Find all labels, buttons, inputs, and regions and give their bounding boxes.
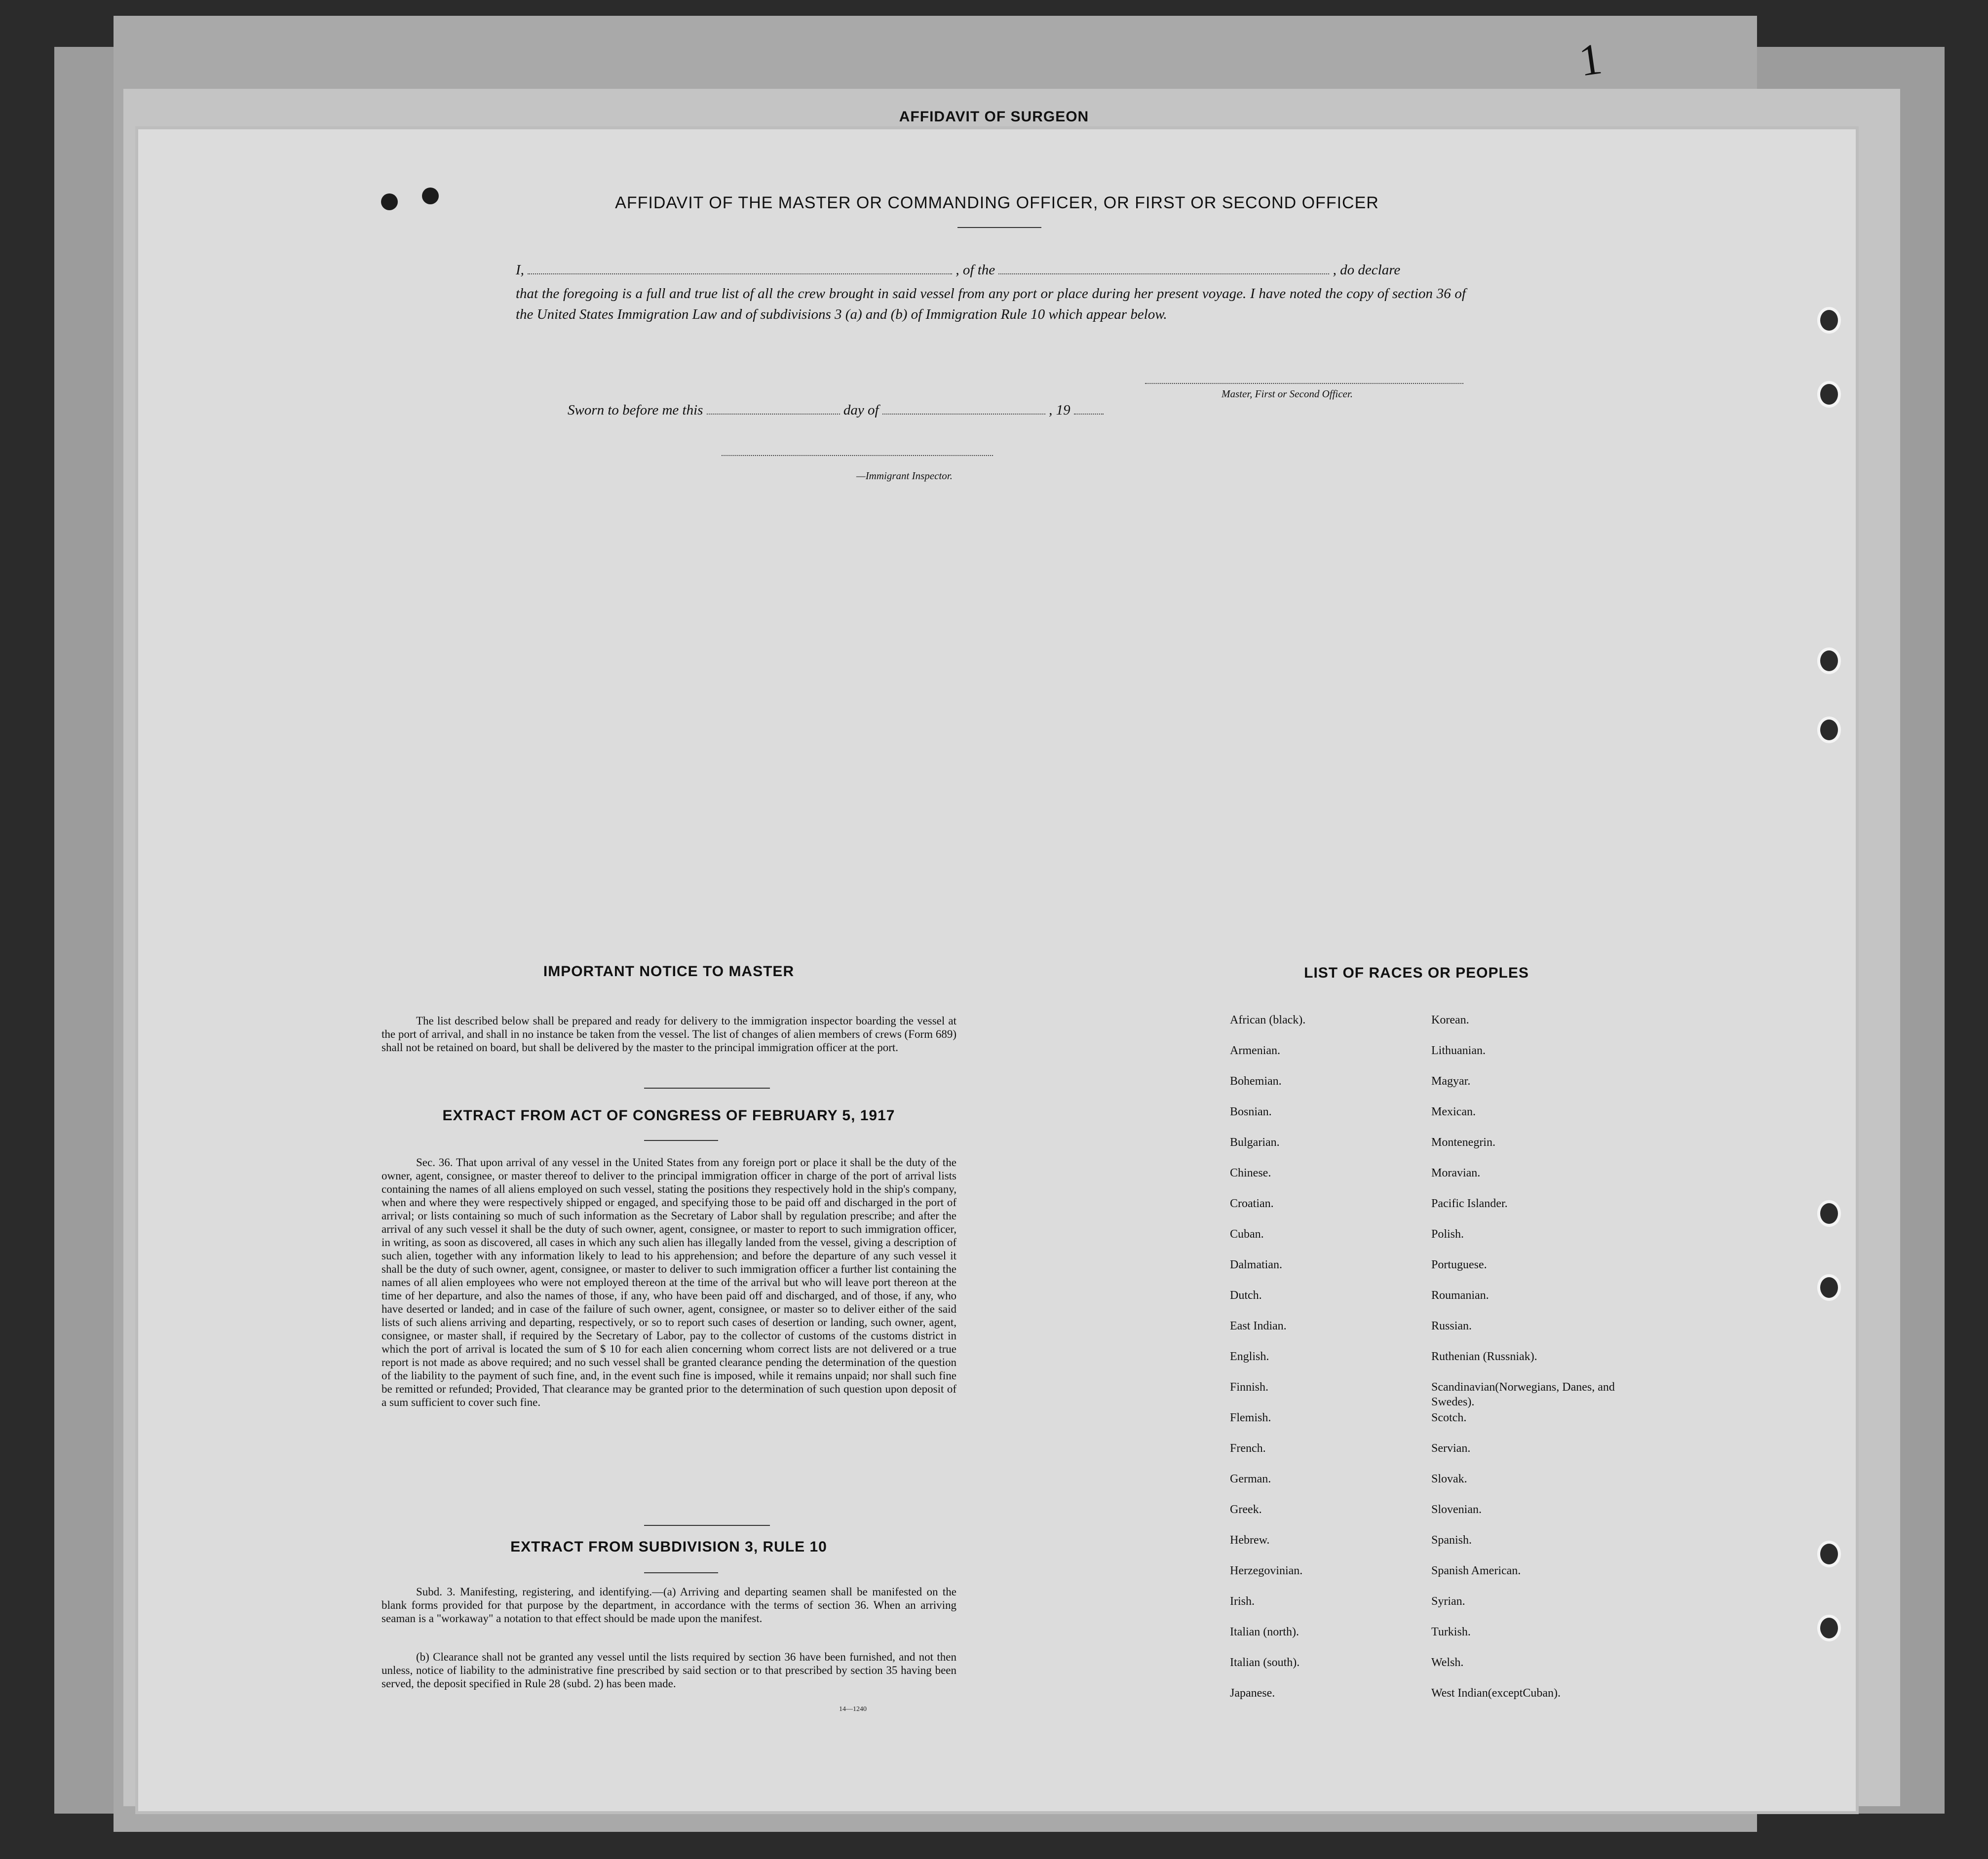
- race-item: Hebrew.: [1230, 1534, 1270, 1547]
- punch-hole: [1817, 1200, 1841, 1227]
- corner-mark: 1: [1576, 34, 1605, 86]
- race-item: Armenian.: [1230, 1044, 1280, 1057]
- punch-hole: [1817, 381, 1841, 408]
- divider: [644, 1572, 718, 1573]
- affidavit-i: I,: [516, 262, 524, 278]
- race-item: Lithuanian.: [1431, 1044, 1486, 1057]
- affidavit-title: AFFIDAVIT OF THE MASTER OR COMMANDING OFFICER, OR FIRST OR SECOND OFFICER: [615, 193, 1379, 212]
- race-item: Pacific Islander.: [1431, 1197, 1508, 1210]
- affidavit-body: that the foregoing is a full and true list of all the crew brought in said vessel from any port or place during her present voyage. I have noted the copy of section 36 of the United States Immigration Law and of subdivisions 3 (a) and (b) of Immigration Rule 10 which appear below.: [516, 286, 1466, 322]
- race-item: Spanish.: [1431, 1534, 1472, 1547]
- race-item: Bulgarian.: [1230, 1136, 1280, 1149]
- inspector-signature-line[interactable]: [722, 455, 993, 456]
- race-item: Dalmatian.: [1230, 1258, 1282, 1271]
- race-item: Slovenian.: [1431, 1503, 1482, 1516]
- affidavit-line-1: [516, 262, 1463, 278]
- affidavit-do-declare: , do declare: [1333, 262, 1401, 278]
- year-prefix: , 19: [1049, 402, 1070, 418]
- affidavit-of-the: , of the: [956, 262, 995, 278]
- race-item: Slovak.: [1431, 1473, 1467, 1485]
- punch-hole: [1817, 647, 1841, 674]
- races-column-2: [1431, 1013, 1648, 1716]
- race-item: Welsh.: [1431, 1656, 1464, 1669]
- race-item: Japanese.: [1230, 1687, 1275, 1700]
- notice-title: IMPORTANT NOTICE TO MASTER: [543, 963, 795, 980]
- notice-text: The list described below shall be prepared and ready for delivery to the immigration inspector boarding the vessel at the port of arrival, and shall in no instance be taken from the vessel. The list of changes of alien members of crews (Form 689) shall not be retained on board, but shall be delivered by the master to the principal immigration officer at the port.: [382, 1015, 956, 1054]
- race-item: Dutch.: [1230, 1289, 1262, 1302]
- race-item: Russian.: [1431, 1320, 1472, 1332]
- race-item: Irish.: [1230, 1595, 1255, 1608]
- day-of-text: day of: [843, 402, 879, 418]
- race-item: German.: [1230, 1473, 1271, 1485]
- form-number: 14—1240: [839, 1706, 867, 1713]
- race-item: Italian (north).: [1230, 1626, 1299, 1638]
- punch-hole: [1817, 1274, 1841, 1301]
- race-item: East Indian.: [1230, 1320, 1287, 1332]
- rule-title: EXTRACT FROM SUBDIVISION 3, RULE 10: [510, 1539, 827, 1555]
- divider: [644, 1140, 718, 1141]
- race-item: Moravian.: [1431, 1167, 1481, 1179]
- race-item: Portuguese.: [1431, 1258, 1487, 1271]
- race-item: Herzegovinian.: [1230, 1564, 1303, 1577]
- divider: [644, 1525, 770, 1526]
- race-item: Bohemian.: [1230, 1075, 1282, 1088]
- race-item: Cuban.: [1230, 1228, 1264, 1241]
- race-item: Scandinavian(Norwegians, Danes, and Swedes).: [1431, 1381, 1615, 1408]
- race-item: Montenegrin.: [1431, 1136, 1495, 1149]
- punch-hole: [1817, 307, 1841, 334]
- punch-hole: [1817, 1541, 1841, 1567]
- race-item: Flemish.: [1230, 1411, 1271, 1424]
- name-field[interactable]: [528, 262, 952, 274]
- divider: [644, 1088, 770, 1089]
- signature-line[interactable]: [1145, 383, 1463, 384]
- race-item: Roumanian.: [1431, 1289, 1489, 1302]
- top-header: AFFIDAVIT OF SURGEON: [899, 109, 1089, 125]
- month-field[interactable]: [882, 402, 1045, 415]
- race-item: Polish.: [1431, 1228, 1464, 1241]
- race-item: English.: [1230, 1350, 1269, 1363]
- race-item: African (black).: [1230, 1014, 1306, 1026]
- race-item: Greek.: [1230, 1503, 1262, 1516]
- race-item: Croatian.: [1230, 1197, 1274, 1210]
- inspector-label: —Immigrant Inspector.: [856, 470, 953, 482]
- act-title: EXTRACT FROM ACT OF CONGRESS OF FEBRUARY 5, 1917: [442, 1107, 895, 1124]
- race-item: Turkish.: [1431, 1626, 1471, 1638]
- race-item: Ruthenian (Russniak).: [1431, 1350, 1537, 1363]
- vessel-field[interactable]: [998, 262, 1329, 274]
- signature-label: Master, First or Second Officer.: [1222, 388, 1353, 400]
- races-column-1: [1230, 1013, 1422, 1716]
- sworn-line: [568, 402, 1104, 418]
- divider: [957, 227, 1041, 228]
- punch-hole: [1817, 717, 1841, 743]
- race-item: French.: [1230, 1442, 1266, 1455]
- race-item: Finnish.: [1230, 1381, 1269, 1394]
- race-item: Chinese.: [1230, 1167, 1271, 1179]
- race-item: Korean.: [1431, 1014, 1469, 1026]
- race-item: Bosnian.: [1230, 1105, 1272, 1118]
- rule-text-a: Subd. 3. Manifesting, registering, and identifying.—(a) Arriving and departing seamen shall be manifested on the blank forms provided for that purpose by the department, in accordance with the terms of section 36. When an arriving seaman is a "workaway" a notation to that effect should be made upon the manifest.: [382, 1586, 956, 1625]
- punch-hole: [1817, 1615, 1841, 1641]
- races-title: LIST OF RACES OR PEOPLES: [1304, 965, 1529, 981]
- race-item: Spanish American.: [1431, 1564, 1521, 1577]
- sworn-text: Sworn to before me this: [568, 402, 703, 418]
- race-item: Scotch.: [1431, 1411, 1467, 1424]
- day-field[interactable]: [707, 402, 840, 415]
- race-item: West Indian(exceptCuban).: [1431, 1687, 1561, 1700]
- race-item: Magyar.: [1431, 1075, 1471, 1088]
- race-item: Servian.: [1431, 1442, 1471, 1455]
- rule-text-b: (b) Clearance shall not be granted any vessel until the lists required by section 36 have been furnished, and not then unless, notice of liability to the administrative fine prescribed by said section or to that prescribed by section 35 having been served, the deposit specified in Rule 28 (subd. 2) has been made.: [382, 1651, 956, 1690]
- race-item: Mexican.: [1431, 1105, 1476, 1118]
- act-text: Sec. 36. That upon arrival of any vessel in the United States from any foreign port or place it shall be the duty of the owner, agent, consignee, or master thereof to deliver to the principal immigration officer in charge of the port of arrival lists containing the names of all aliens employed on such vessel, stating the positions they respectively hold in the ship's company, when and where they were respectively shipped or engaged, and specifying those to be paid off and discharged in the port of arrival; or lists containing so much of such information as the Secretary of Labor shall by regulation prescribe; and after the arrival of any such vessel it shall be the duty of such owner, agent, consignee, or master to report to such immigration officer, in writing, as soon as discovered, all cases in which any such alien has illegally landed from the vessel, giving a description of such alien, together with any information likely to lead to his apprehension; and before the departure of any such vessel it shall be the duty of such owner, agent, consignee, or master to deliver to such immigration officer a further list containing the names of all alien employees who were not employed thereon at the time of the arrival but who will leave port thereon at the time of her departure, and also the names of those, if any, who have been paid off and discharged, and of those, if any, who have deserted or landed; and in case of the failure of such owner, agent, consignee, or master so to deliver either of the said lists of such aliens arriving and departing, respectively, or so to report such cases of desertion or landing, such owner, agent, consignee, or master shall, if required by the Secretary of Labor, pay to the collector of customs of the customs district in which the port of arrival is located the sum of $ 10 for each alien concerning whom correct lists are not delivered or a true report is not made as above required; and no such vessel shall be granted clearance pending the determination of the question of the liability to the payment of such fine, and, in the event such fine is imposed, while it remains unpaid; nor shall such fine be remitted or refunded; Provided, That clearance may be granted prior to the determination of such question upon deposit of a sum sufficient to cover such fine.: [382, 1156, 956, 1408]
- year-field[interactable]: [1074, 402, 1104, 415]
- race-item: Syrian.: [1431, 1595, 1465, 1608]
- race-item: Italian (south).: [1230, 1656, 1300, 1669]
